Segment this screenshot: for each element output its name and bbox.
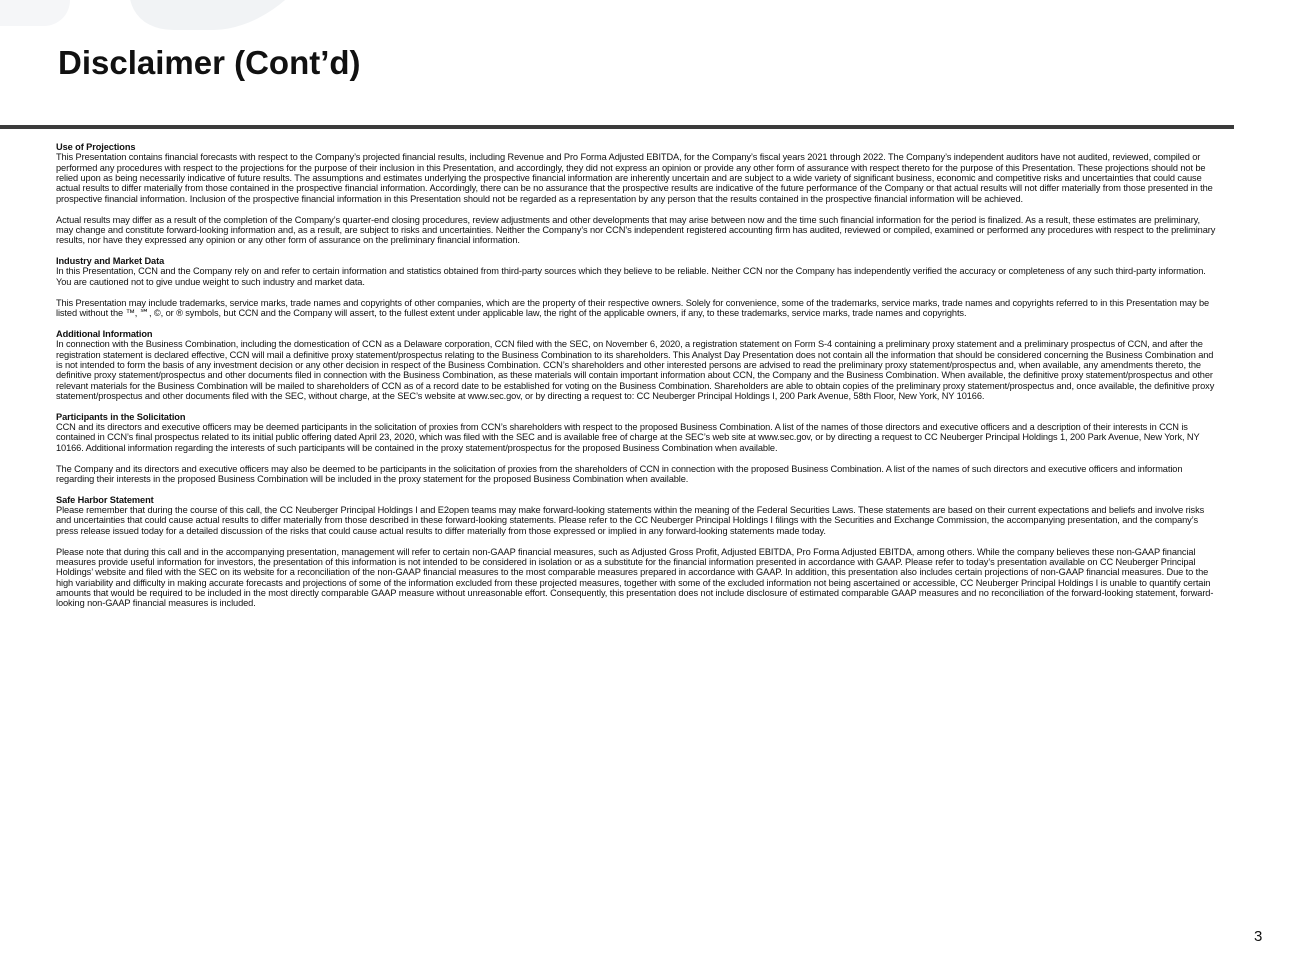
section-participants-in-solicitation [56, 412, 1216, 485]
section-paragraph: Please note that during this call and in the accompanying presentation, management will refer to certain non-GAAP financial measures, such as Adjusted Gross Profit, Adjusted EBITDA, Pro Forma Adjusted EBITDA, among others. While the company believes these non-GAAP financial measures provide useful information for investors, the presentation of this information is not intended to be considered in isolation or as a substitute for the financial information presented in accordance with GAAP. Please refer to today’s presentation available on CC Neuberger Principal Holdings’ website and filed with the SEC on its website for a reconciliation of the non-GAAP financial measures to the most comparable measures prepared in accordance with GAAP. In addition, this presentation also includes certain projections of non-GAAP financial measures. Due to the high variability and difficulty in making accurate forecasts and projections of some of the information excluded from these projected measures, together with some of the excluded information not being ascertained or accessible, CC Neuberger Principal Holdings I is unable to quantify certain amounts that would be required to be included in the most directly comparable GAAP measure without unreasonable effort. Consequently, this presentation does not include disclosure of estimated comparable GAAP measures and no reconciliation of the forward-looking statement, forward-looking non-GAAP financial measures is included. [56, 546, 1214, 609]
section-heading: Safe Harbor Statement [56, 494, 154, 505]
slide-title: Disclaimer (Cont’d) [58, 44, 361, 81]
section-paragraph: The Company and its directors and executive officers may also be deemed to be participants in the solicitation of proxies from the shareholders of CCN in connection with the proposed Business Combination. A list of the names of such directors and executive officers and information regarding their interests in the proposed Business Combination will be included in the proxy statement for the proposed Business Combination when available. [56, 463, 1183, 484]
section-paragraph: This Presentation may include trademarks, service marks, trade names and copyrights of other companies, which are the property of their respective owners. Solely for convenience, some of the trademarks, service marks, trade names and copyrights referred to in this Presentation may be listed without the ™, ℠, ©, or ® symbols, but CCN and the Company will assert, to the fullest extent under applicable law, the right of the applicable owners, if any, to these trademarks, service marks, trade names and copyrights. [56, 297, 1210, 318]
section-heading: Use of Projections [56, 142, 136, 152]
section-use-of-projections [56, 142, 1216, 246]
section-paragraph: CCN and its directors and executive officers may be deemed participants in the solicitation of proxies from CCN’s shareholders with respect to the proposed Business Combination. A list of the names of those directors and executive officers and a description of their interests in CCN is contained in CCN’s final prospectus related to its initial public offering dated April 23, 2020, which was filed with the SEC and is available free of charge at the SEC’s web site at www.sec.gov, or by directing a request to CC Neuberger Principal Holdings 1, 200 Park Avenue, New York, NY 10166. Additional information regarding the interests of such participants will be contained in the proxy statement/prospectus for the proposed Business Combination when available. [56, 422, 1200, 453]
section-paragraph: Please remember that during the course of this call, the CC Neuberger Principal Holdings I and E2open teams may make forward-looking statements within the meaning of the Federal Securities Laws. These statements are based on their current expectations and beliefs and involve risks and uncertainties that could cause actual results to differ materially from those described in these forward-looking statements. Please refer to the CC Neuberger Principal Holdings I filings with the Securities and Exchange Commission, the accompanying presentation, and the company’s press release issued today for a detailed discussion of the risks that could cause actual results to differ materially from those expressed or implied in any forward-looking statements made today. [56, 505, 1205, 536]
section-paragraph: In connection with the Business Combination, including the domestication of CCN as a Delaware corporation, CCN filed with the SEC, on November 6, 2020, a registration statement on Form S-4 containing a preliminary proxy statement and a preliminary prospectus of CCN, and after the registration statement is declared effective, CCN will mail a definitive proxy statement/prospectus relating to the Business Combination to its shareholders. This Analyst Day Presentation does not contain all the information that should be considered concerning the Business Combination and is not intended to form the basis of any investment decision or any other decision in respect of the Business Combination. CCN’s shareholders and other interested persons are advised to read the preliminary proxy statement/prospectus and, when available, any amendments thereto, the definitive proxy statement/prospectus and other documents filed in connection with the Business Combination, as these materials will contain important information about CCN, the Company and the Business Combination. When available, the definitive proxy statement/prospectus and other relevant materials for the Business Combination will be mailed to shareholders of CCN as of a record date to be established for voting on the Business Combination. Shareholders are able to obtain copies of the preliminary proxy statement/prospectus and, once available, the definitive proxy statement/prospectus and other documents filed with the SEC, without charge, at the SEC’s website at www.sec.gov, or by directing a request to: CC Neuberger Principal Holdings I, 200 Park Avenue, 58th Floor, New York, NY 10166. [56, 339, 1215, 401]
background-corner-shape [0, 0, 70, 26]
background-decorative-shape [104, 0, 317, 30]
section-safe-harbor-statement [56, 495, 1216, 609]
section-paragraph: This Presentation contains financial forecasts with respect to the Company’s projected financial results, including Revenue and Pro Forma Adjusted EBITDA, for the Company’s fiscal years 2021 through 2022. The Company’s independent auditors have not audited, reviewed, compiled or performed any procedures with respect to the projections for the purpose of their inclusion in this Presentation, and accordingly, they did not express an opinion or provide any other form of assurance with respect thereto for the purpose of this Presentation. These projections should not be relied upon as being necessarily indicative of future results. The assumptions and estimates underlying the prospective financial information are inherently uncertain and are subject to a wide variety of significant business, economic and competitive risks and uncertainties that could cause actual results to differ materially from those contained in the prospective financial information. Accordingly, there can be no assurance that the prospective results are indicative of the future performance of the Company or that actual results will not differ materially from those presented in the prospective financial information. Inclusion of the prospective financial information in this Presentation should not be regarded as a representation by any person that the results contained in the prospective financial information will be achieved. [56, 152, 1213, 204]
section-industry-and-market-data [56, 256, 1216, 318]
section-heading: Participants in the Solicitation [56, 411, 186, 422]
disclaimer-body [56, 142, 1216, 619]
section-paragraph: Actual results may differ as a result of the completion of the Company’s quarter-end closing procedures, review adjustments and other developments that may arise between now and the time such financial information for the period is finalized. As a result, these estimates are preliminary, may change and constitute forward-looking information and, as a result, are subject to risks and uncertainties. Neither the Company’s nor CCN’s independent registered accounting firm has audited, reviewed or compiled, examined or performed any procedures with respect to the preliminary results, nor have they expressed any opinion or any other form of assurance on the preliminary financial information. [56, 214, 1216, 246]
section-heading: Additional Information [56, 328, 153, 339]
title-divider [0, 125, 1234, 129]
section-paragraph: In this Presentation, CCN and the Company rely on and refer to certain information and statistics obtained from third-party sources which they believe to be reliable. Neither CCN nor the Company has independently verified the accuracy or completeness of any such third-party information. You are cautioned not to give undue weight to such industry and market data. [56, 266, 1206, 287]
section-additional-information [56, 329, 1216, 401]
section-heading: Industry and Market Data [56, 256, 165, 267]
page-number: 3 [1254, 928, 1263, 945]
